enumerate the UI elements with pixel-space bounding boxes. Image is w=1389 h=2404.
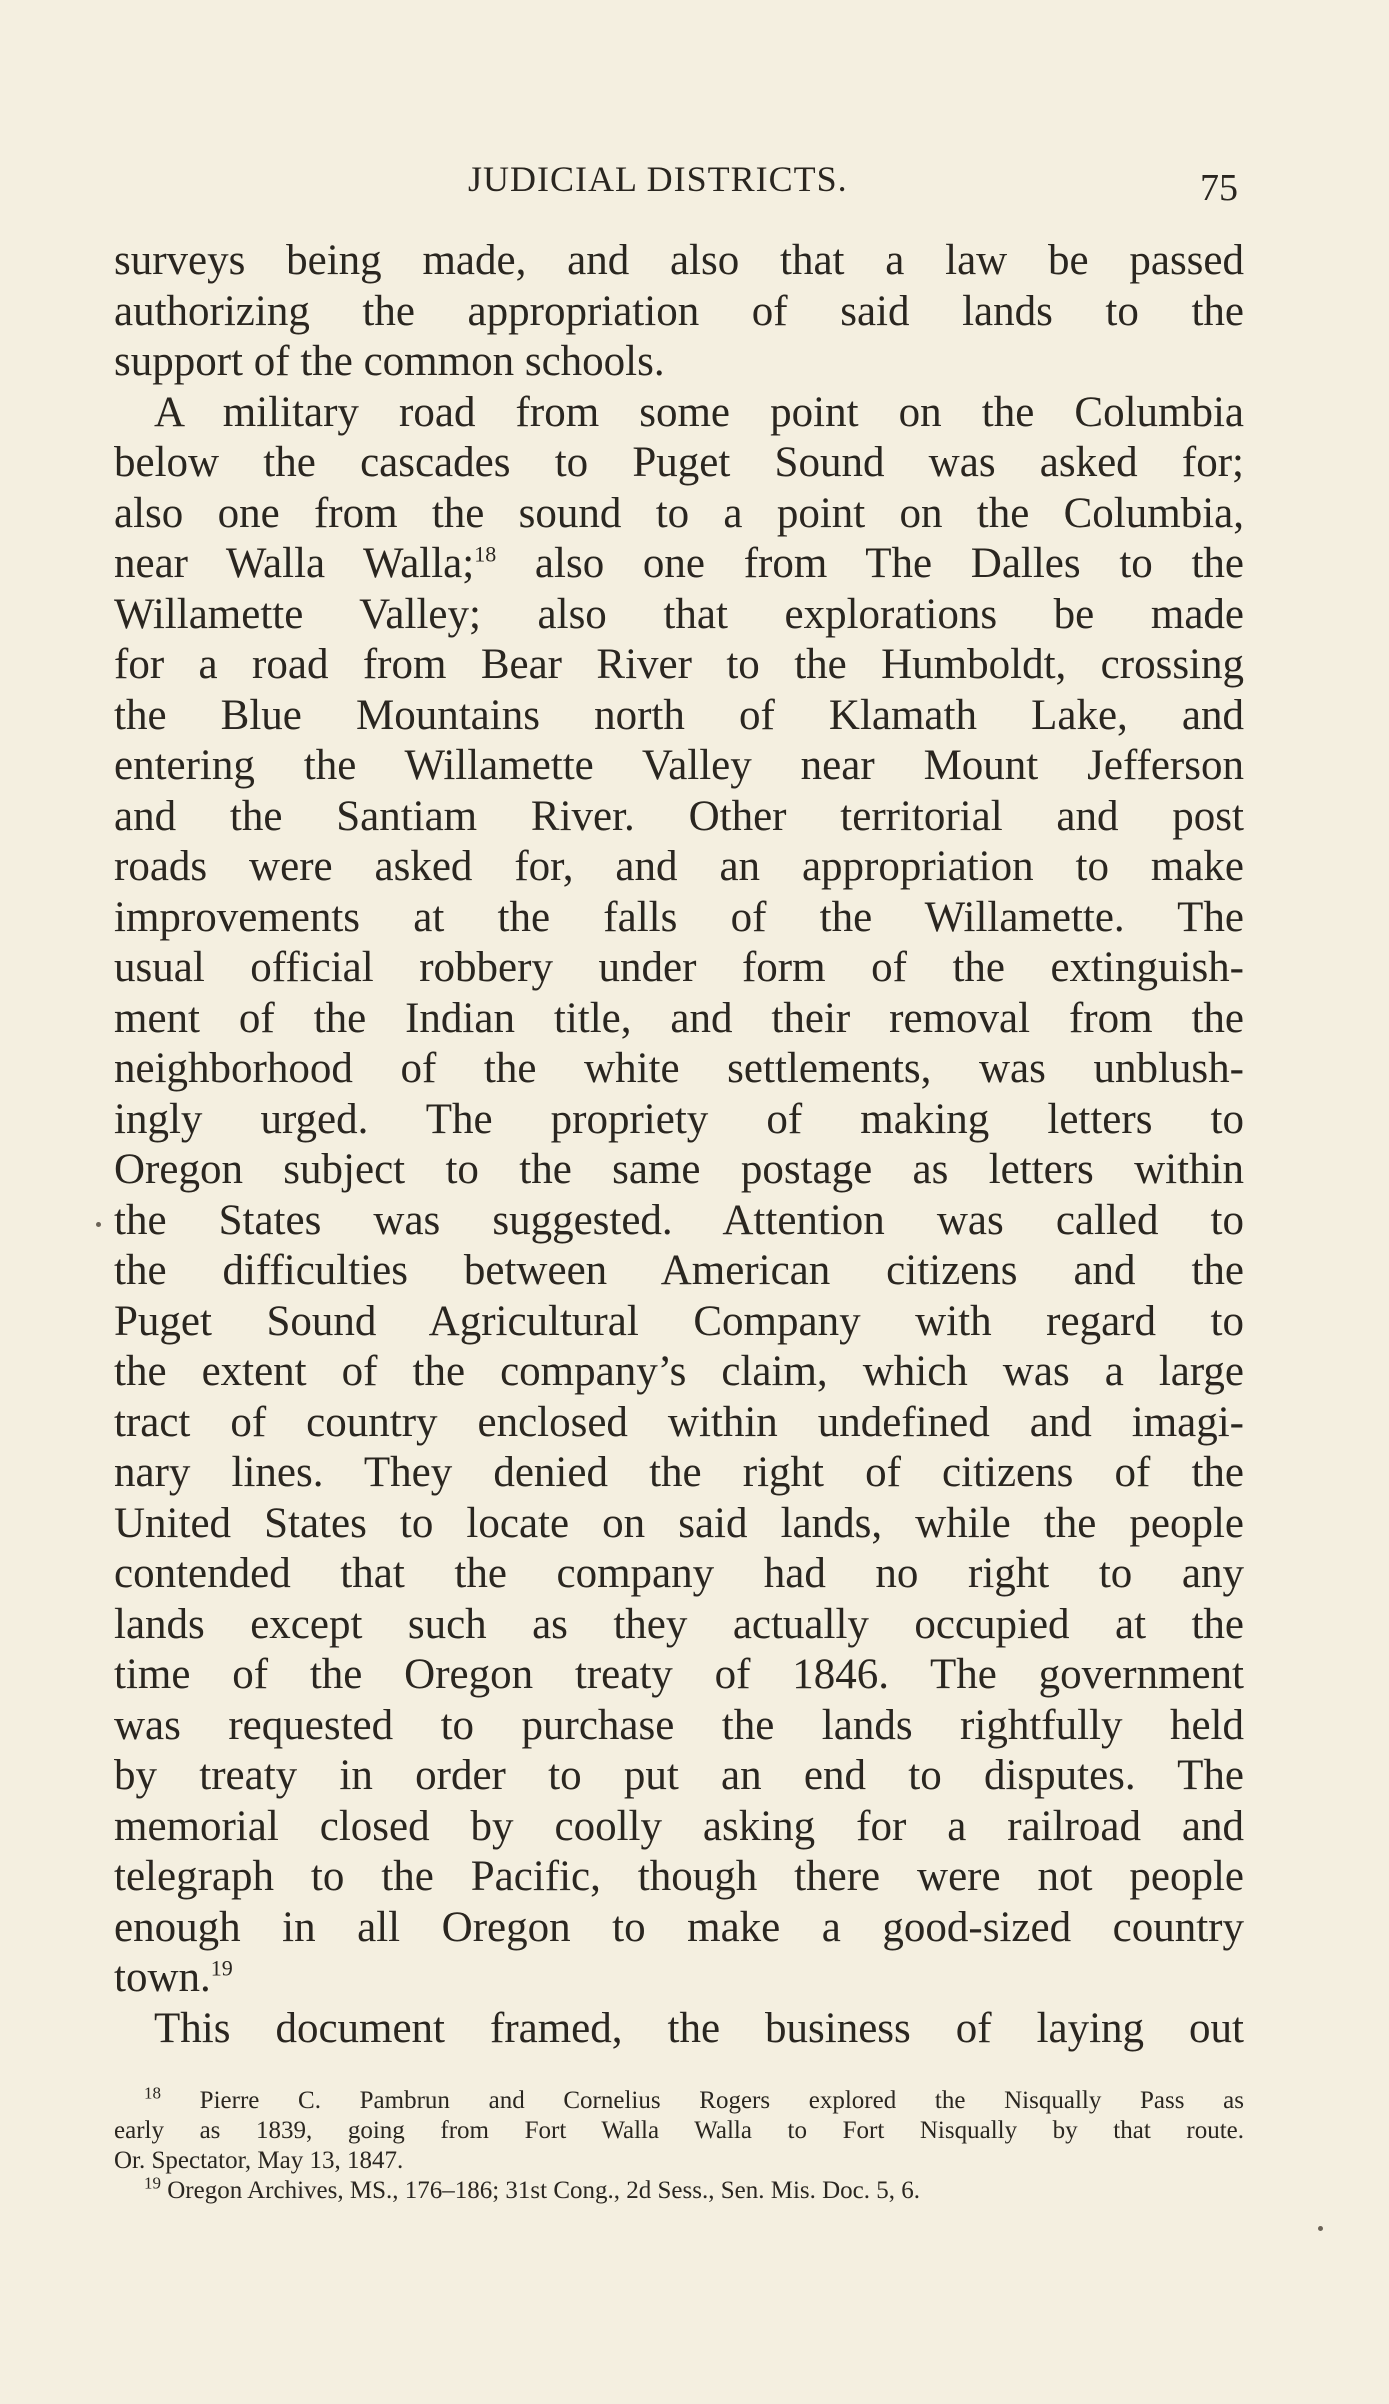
line-text: tract of country enclosed within undefined and imagi- [114,1398,1244,1446]
line-text: This document framed, the business of laying out [154,2004,1244,2052]
line-text: United States to locate on said lands, while the people [114,1499,1244,1547]
print-speck [1318,2226,1323,2231]
text-line [114,1448,1244,1499]
line-text: A military road from some point on the Columbia [154,388,1244,436]
text-line [114,1903,1244,1954]
footnote-marker: 19 [210,1955,233,1981]
text-line [114,1095,1244,1146]
line-text: Or. Spectator, May 13, 1847. [114,2147,404,2174]
line-text: entering the Willamette Valley near Mount Jefferson [114,742,1244,789]
line-text: and the Santiam River. Other territorial and post [114,792,1244,840]
running-title: JUDICIAL DISTRICTS. [468,159,848,199]
line-text: neighborhood of the white settlements, was unblush- [114,1045,1244,1092]
line-text: enough in all Oregon to make a good-sized country [114,1903,1244,1951]
text-line [114,842,1244,893]
text-line [114,1953,1244,2004]
footnote-line [114,2083,1244,2116]
line-text: Willamette Valley; also that explorations be made [114,590,1244,638]
line-text: ingly urged. The propriety of making letters to [114,1095,1244,1143]
text-line [114,1246,1244,1297]
text-line [114,1499,1244,1550]
line-text: town. [114,1954,211,2001]
line-text: support of the common schools. [114,338,665,385]
text-line [114,1549,1244,1600]
line-text: surveys being made, and also that a law be passed [114,237,1244,284]
text-line [114,1196,1244,1247]
line-text: Pierre C. Pambrun and Cornelius Rogers explored the Nisqually Pass as [161,2087,1244,2114]
body-text [114,236,1244,2054]
line-text: ment of the Indian title, and their removal from the [114,994,1244,1042]
line-text: authorizing the appropriation of said lands to the [114,287,1244,335]
text-line [114,1650,1244,1701]
text-line [114,236,1244,287]
text-line [114,792,1244,843]
line-text: telegraph to the Pacific, though there were not people [114,1853,1244,1900]
line-text: the extent of the company’s claim, which was a large [114,1348,1244,1395]
text-line [114,1701,1244,1752]
running-head [0,158,1389,208]
line-text: also one from The Dalles to the [496,540,1245,587]
line-text: nary lines. They denied the right of citizens of the [114,1449,1244,1496]
line-text: for a road from Bear River to the Humboldt, crossing [114,641,1244,688]
text-line [114,287,1244,338]
text-line [114,1751,1244,1802]
text-line [114,2004,1244,2055]
line-text: the difficulties between American citizens and the [114,1247,1244,1294]
text-line [114,337,1244,388]
footnote-line [114,2173,1244,2206]
text-line [114,1600,1244,1651]
text-line [114,539,1244,590]
line-text: the Blue Mountains north of Klamath Lake, and [114,691,1244,739]
line-text: roads were asked for, and an appropriation to make [114,843,1244,890]
line-text: by treaty in order to put an end to disputes. The [114,1752,1244,1799]
text-line [114,640,1244,691]
line-text: improvements at the falls of the Willamette. The [114,893,1244,941]
line-text: was requested to purchase the lands rightfully held [114,1701,1244,1749]
line-text: the States was suggested. Attention was called to [114,1196,1244,1244]
line-text: contended that the company had no right to any [114,1550,1244,1597]
text-line [114,994,1244,1045]
print-speck [96,1222,101,1227]
line-text: near Walla Walla; [114,540,475,587]
text-line [114,438,1244,489]
text-line [114,893,1244,944]
text-line [114,691,1244,742]
line-text: lands except such as they actually occupied at the [114,1600,1244,1648]
text-line [114,1297,1244,1348]
line-text: early as 1839, going from Fort Walla Walla to Fort Nisqually by that route. [114,2117,1244,2144]
text-line [114,590,1244,641]
line-text: Puget Sound Agricultural Company with regard to [114,1297,1244,1345]
text-line [114,1852,1244,1903]
text-line [114,943,1244,994]
footnote-line [114,2116,1244,2146]
line-text: Oregon subject to the same postage as letters within [114,1146,1244,1193]
line-text: usual official robbery under form of the extinguish- [114,944,1244,991]
line-text: below the cascades to Puget Sound was asked for; [114,439,1244,486]
footnotes [114,2083,1244,2206]
line-text: Oregon Archives, MS., 176–186; 31st Cong., 2d Sess., Sen. Mis. Doc. 5, 6. [161,2177,921,2204]
line-text: memorial closed by coolly asking for a railroad and [114,1802,1244,1850]
text-line [114,388,1244,439]
footnote-marker: 18 [144,2083,161,2103]
text-line [114,741,1244,792]
text-line [114,1044,1244,1095]
text-line [114,1145,1244,1196]
text-line [114,489,1244,540]
footnote-marker: 19 [144,2173,161,2193]
text-line [114,1347,1244,1398]
text-line [114,1398,1244,1449]
line-text: also one from the sound to a point on the Columbia, [114,489,1244,537]
footnote-line [114,2146,1244,2176]
line-text: time of the Oregon treaty of 1846. The government [114,1651,1244,1698]
page-number: 75 [1200,167,1238,209]
footnote-marker: 18 [474,541,497,567]
text-line [114,1802,1244,1853]
